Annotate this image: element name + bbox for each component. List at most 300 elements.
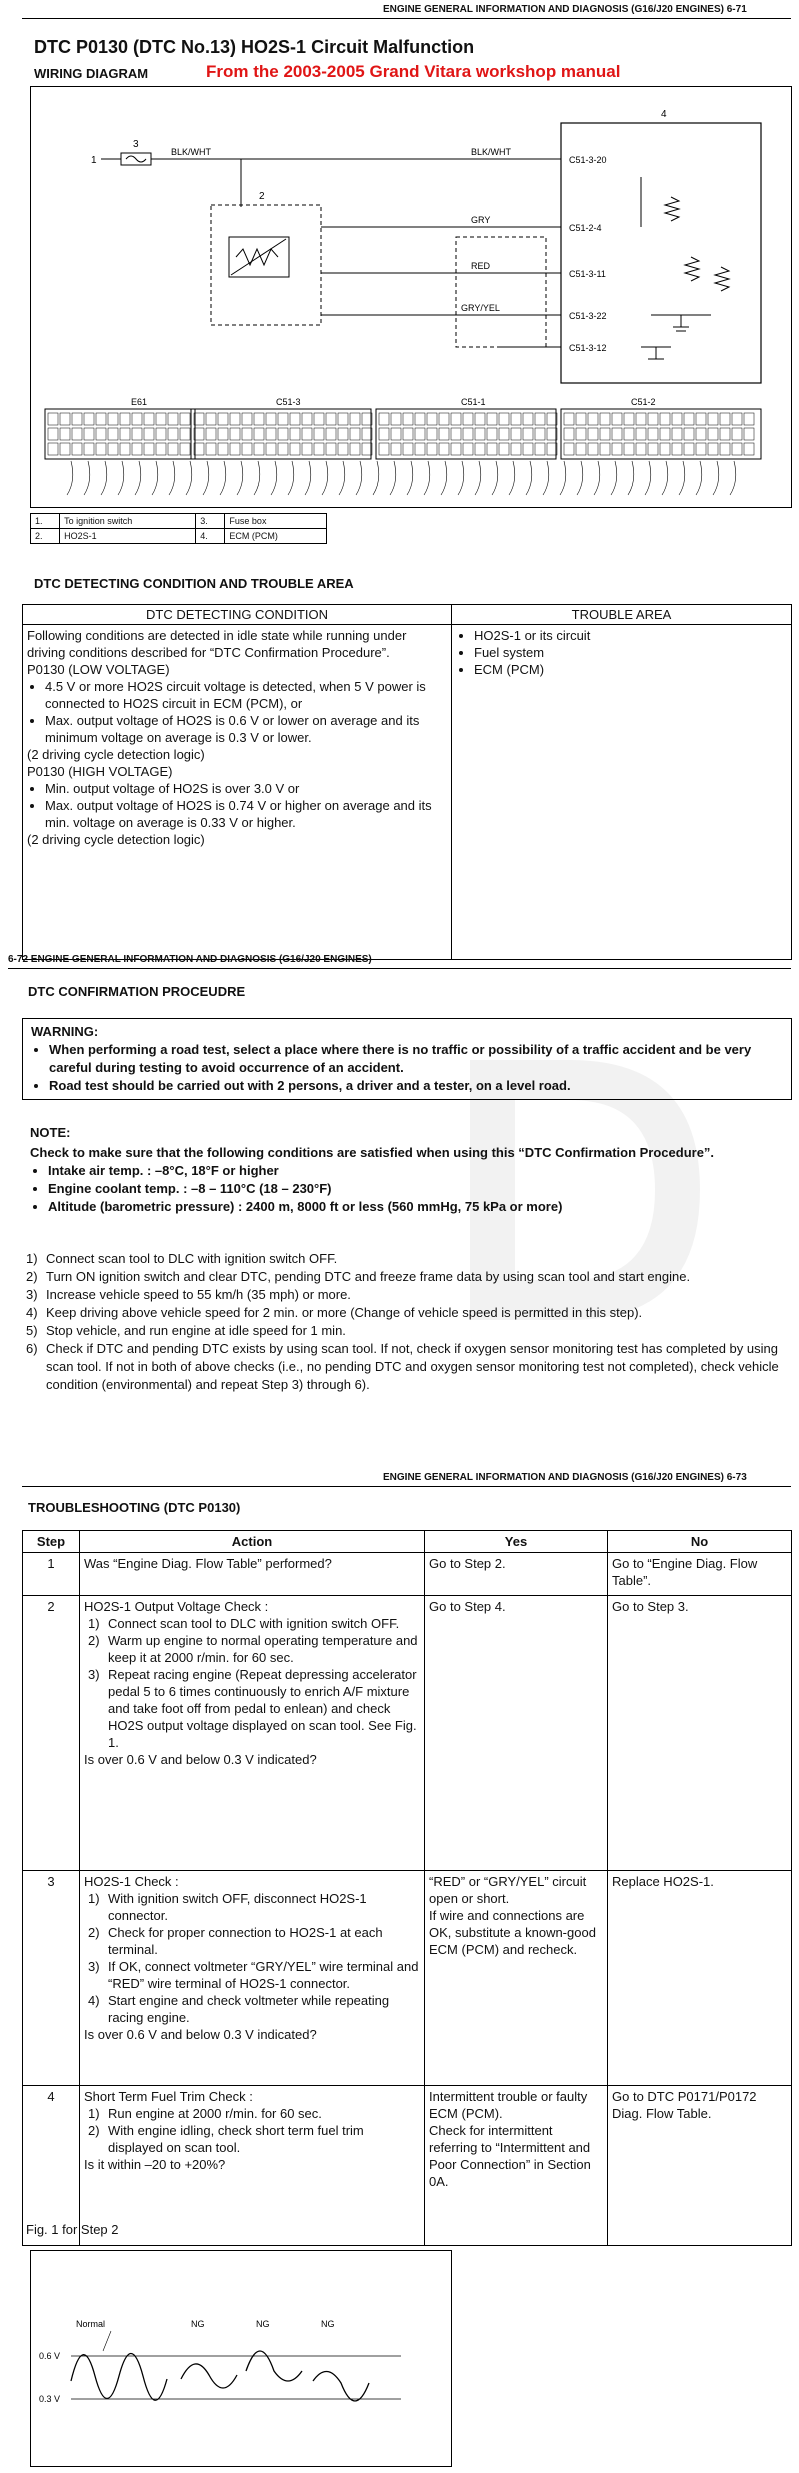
connector-pin bbox=[278, 428, 288, 440]
note-block bbox=[30, 1124, 785, 1216]
connector-pin bbox=[206, 428, 216, 440]
connector-pin bbox=[415, 428, 425, 440]
harness-wire bbox=[611, 461, 617, 495]
connector-pin bbox=[648, 413, 658, 425]
low-voltage-item: • Max. output voltage of HO2S is 0.6 V or lower on average and its minimum voltage on average is 0.3 V or lower. bbox=[45, 712, 447, 746]
connector-pin bbox=[302, 413, 312, 425]
action-question: Is over 0.6 V and below 0.3 V indicated? bbox=[84, 2027, 317, 2042]
waveform-svg bbox=[31, 2251, 451, 2466]
substep-number: 3) bbox=[88, 1667, 100, 1682]
connector-pin bbox=[672, 413, 682, 425]
connector-pin bbox=[96, 443, 106, 455]
warning-item: • When performing a road test, select a place where there is no traffic or possibility of a traffic accident and be very careful during testing to avoid occurrence of an accident. bbox=[49, 1041, 783, 1077]
connector-pin bbox=[338, 413, 348, 425]
step-text: Turn ON ignition switch and clear DTC, pending DTC and freeze frame data by using scan tool and start engine. bbox=[46, 1269, 691, 1284]
harness-wire bbox=[424, 461, 430, 495]
connector-pin bbox=[624, 413, 634, 425]
harness-wire bbox=[645, 461, 651, 495]
substep-number: 2) bbox=[88, 2123, 100, 2138]
harness-wire bbox=[305, 461, 311, 495]
connector-pin bbox=[696, 413, 706, 425]
note-label: NOTE: bbox=[30, 1125, 71, 1140]
connector-pin bbox=[403, 413, 413, 425]
warning-box bbox=[22, 1018, 792, 1100]
connector-pin bbox=[499, 428, 509, 440]
connector-pin bbox=[612, 413, 622, 425]
warning-item: • Road test should be carried out with 2 persons, a driver and a tester, on a level road. bbox=[49, 1077, 783, 1095]
connector-pin bbox=[108, 443, 118, 455]
connector-pin bbox=[254, 428, 264, 440]
connector-pin bbox=[600, 428, 610, 440]
wire-label-red: RED bbox=[471, 261, 491, 271]
connector-pin bbox=[475, 413, 485, 425]
connector-pin bbox=[732, 443, 742, 455]
connector-pin bbox=[648, 428, 658, 440]
substep-text: Check for proper connection to HO2S-1 at each terminal. bbox=[108, 1925, 383, 1957]
connector-pin bbox=[499, 413, 509, 425]
connector-pin bbox=[415, 443, 425, 455]
condition-intro: Following conditions are detected in idle state while running under driving conditions described for “DTC Confirmation Procedure”. bbox=[27, 628, 407, 660]
connector-pin bbox=[720, 443, 730, 455]
connector-pin bbox=[254, 443, 264, 455]
connector-pin bbox=[254, 413, 264, 425]
substep-number: 1) bbox=[88, 1616, 100, 1631]
step-number: 3) bbox=[26, 1287, 38, 1302]
action-question: Is over 0.6 V and below 0.3 V indicated? bbox=[84, 1752, 317, 1767]
connector-pin bbox=[427, 413, 437, 425]
connector-pin bbox=[350, 428, 360, 440]
high-voltage-label: P0130 (HIGH VOLTAGE) bbox=[27, 764, 173, 779]
detection-logic-note: (2 driving cycle detection logic) bbox=[27, 747, 205, 762]
harness-wire bbox=[237, 461, 243, 495]
connector-pin bbox=[636, 413, 646, 425]
connector-pin bbox=[564, 443, 574, 455]
connector-pin bbox=[439, 443, 449, 455]
action-cell bbox=[80, 2086, 425, 2246]
step-text: Stop vehicle, and run engine at idle speed for 1 min. bbox=[46, 1323, 346, 1338]
harness-wire bbox=[543, 461, 549, 495]
connector-pin bbox=[242, 428, 252, 440]
action-substep bbox=[84, 1958, 420, 1992]
substep-number: 1) bbox=[88, 2106, 100, 2121]
harness-wire bbox=[526, 461, 532, 495]
connector-pin bbox=[696, 443, 706, 455]
substep-text: Start engine and check voltmeter while repeating racing engine. bbox=[108, 1993, 390, 2025]
connector-pin bbox=[180, 428, 190, 440]
harness-wire bbox=[220, 461, 226, 495]
connector-pin bbox=[84, 413, 94, 425]
harness-wire bbox=[560, 461, 566, 495]
substep-number: 2) bbox=[88, 1925, 100, 1940]
connector-pin bbox=[660, 413, 670, 425]
step-item bbox=[26, 1250, 786, 1268]
condition-item: • Intake air temp. : –8°C, 18°F or higher bbox=[48, 1162, 785, 1180]
connector-pin bbox=[696, 428, 706, 440]
harness-wire bbox=[339, 461, 345, 495]
connector-pin bbox=[403, 428, 413, 440]
connector-pin bbox=[132, 443, 142, 455]
connector-pin bbox=[612, 443, 622, 455]
connector-pin bbox=[523, 443, 533, 455]
connector-pin bbox=[535, 443, 545, 455]
action-title: Was “Engine Diag. Flow Table” performed? bbox=[84, 1556, 332, 1571]
running-header: ENGINE GENERAL INFORMATION AND DIAGNOSIS (G16/J20 ENGINES) 6-73 bbox=[383, 1472, 747, 1483]
step-text: Connect scan tool to DLC with ignition switch OFF. bbox=[46, 1251, 338, 1266]
connector-pin bbox=[648, 443, 658, 455]
connector-pin bbox=[439, 428, 449, 440]
connector-pin bbox=[218, 443, 228, 455]
dtc-section-heading: DTC DETECTING CONDITION AND TROUBLE AREA bbox=[34, 576, 354, 591]
harness-wire bbox=[594, 461, 600, 495]
action-substep bbox=[84, 2105, 420, 2122]
step-item bbox=[26, 1286, 786, 1304]
connector-pin bbox=[624, 428, 634, 440]
connector-pin bbox=[499, 443, 509, 455]
connector-pin bbox=[612, 428, 622, 440]
substep-text: Connect scan tool to DLC with ignition switch OFF. bbox=[108, 1616, 400, 1631]
connector-pin bbox=[463, 413, 473, 425]
connector-pin bbox=[230, 413, 240, 425]
confirmation-heading: DTC CONFIRMATION PROCEUDRE bbox=[28, 984, 246, 999]
connector-pin bbox=[338, 428, 348, 440]
connector-pin bbox=[144, 443, 154, 455]
col-header-step: Step bbox=[23, 1531, 80, 1553]
connector-pin bbox=[744, 413, 754, 425]
connector-pin bbox=[218, 428, 228, 440]
substep-number: 1) bbox=[88, 1891, 100, 1906]
connector-pin bbox=[391, 428, 401, 440]
legend-text: To ignition switch bbox=[60, 514, 196, 529]
connector-pin bbox=[278, 443, 288, 455]
harness-wire bbox=[169, 461, 175, 495]
step-item bbox=[26, 1268, 786, 1286]
action-substep bbox=[84, 1992, 420, 2026]
connector-pin bbox=[48, 428, 58, 440]
connector-pin bbox=[180, 413, 190, 425]
wiring-diagram-label: WIRING DIAGRAM bbox=[34, 66, 149, 81]
connector-pin bbox=[302, 428, 312, 440]
no-cell: Replace HO2S-1. bbox=[608, 1871, 792, 2086]
connector-pin bbox=[379, 443, 389, 455]
substep-number: 2) bbox=[88, 1633, 100, 1648]
harness-wire bbox=[696, 461, 702, 495]
col-header-condition: DTC DETECTING CONDITION bbox=[23, 605, 452, 625]
connector-pin bbox=[218, 413, 228, 425]
substep-number: 4) bbox=[88, 1993, 100, 2008]
connector-pin bbox=[720, 413, 730, 425]
terminal-c51-3-22: C51-3-22 bbox=[569, 311, 607, 321]
connector-pin bbox=[523, 413, 533, 425]
connector-pinout bbox=[45, 409, 761, 495]
connector-pin bbox=[732, 428, 742, 440]
step-number-cell: 3 bbox=[23, 1871, 80, 2086]
waveform-label-normal: Normal bbox=[76, 2319, 106, 2329]
step-text: Increase vehicle speed to 55 km/h (35 mph) or more. bbox=[46, 1287, 351, 1302]
yes-cell: Intermittent trouble or faulty ECM (PCM). Check for intermittent referring to “Intermittent and Poor Connection” in Section 0A. bbox=[425, 2086, 608, 2246]
yes-cell: Go to Step 4. bbox=[425, 1596, 608, 1871]
action-substep bbox=[84, 1615, 420, 1632]
action-substep bbox=[84, 1632, 420, 1666]
connector-pin bbox=[576, 428, 586, 440]
connector-pin bbox=[511, 413, 521, 425]
no-cell: Go to “Engine Diag. Flow Table”. bbox=[608, 1553, 792, 1596]
connector-pin bbox=[156, 428, 166, 440]
table-row bbox=[23, 2086, 792, 2246]
connector-pin bbox=[278, 413, 288, 425]
harness-wire bbox=[186, 461, 192, 495]
connector-pin bbox=[84, 428, 94, 440]
connector-pin bbox=[206, 413, 216, 425]
connector-pin bbox=[427, 443, 437, 455]
connector-pin bbox=[168, 428, 178, 440]
connector-pin bbox=[708, 413, 718, 425]
diagram-legend bbox=[30, 513, 327, 544]
connector-pin bbox=[451, 443, 461, 455]
low-voltage-item: • 4.5 V or more HO2S circuit voltage is detected, when 5 V power is connected to HO2S circuit in ECM (PCM), or bbox=[45, 678, 447, 712]
connector-pin bbox=[144, 413, 154, 425]
no-cell: Go to DTC P0171/P0172 Diag. Flow Table. bbox=[608, 2086, 792, 2246]
harness-wire bbox=[67, 461, 73, 495]
action-cell bbox=[80, 1596, 425, 1871]
connector-pin bbox=[132, 428, 142, 440]
wiring-diagram-svg bbox=[31, 87, 791, 507]
legend-text: ECM (PCM) bbox=[225, 529, 327, 544]
connector-pin bbox=[156, 413, 166, 425]
connector-pin bbox=[600, 443, 610, 455]
connector-pin bbox=[576, 413, 586, 425]
table-row bbox=[23, 1553, 792, 1596]
connector-pin bbox=[242, 443, 252, 455]
connector-pin bbox=[463, 443, 473, 455]
step-number-cell: 1 bbox=[23, 1553, 80, 1596]
step-number: 4) bbox=[26, 1305, 38, 1320]
legend-text: Fuse box bbox=[225, 514, 327, 529]
connector-pin bbox=[120, 413, 130, 425]
warning-label: WARNING: bbox=[31, 1024, 99, 1039]
step-text: Check if DTC and pending DTC exists by using scan tool. If not, check if oxygen sensor monitoring test has completed by using scan tool. If not in both of above checks (i.e., no pending DTC and oxygen sensor monitoring test not completed), check vehicle condition (environmental) and repeat Step 3) through 6). bbox=[46, 1341, 779, 1392]
wire-label-blk-wht-1: BLK/WHT bbox=[171, 147, 212, 157]
connector-pin bbox=[660, 443, 670, 455]
connector-pin bbox=[60, 443, 70, 455]
step-text: Keep driving above vehicle speed for 2 min. or more (Change of vehicle speed is permitted in this step). bbox=[46, 1305, 643, 1320]
connector-pin bbox=[108, 413, 118, 425]
connector-pin bbox=[684, 413, 694, 425]
step-number-cell: 4 bbox=[23, 2086, 80, 2246]
action-title: Short Term Fuel Trim Check : bbox=[84, 2089, 253, 2104]
connector-pin bbox=[744, 428, 754, 440]
header-rule bbox=[8, 968, 791, 969]
connector-pin bbox=[350, 413, 360, 425]
troubleshooting-heading: TROUBLESHOOTING (DTC P0130) bbox=[28, 1500, 241, 1515]
harness-wire bbox=[254, 461, 260, 495]
connector-label-c51-1: C51-1 bbox=[461, 397, 486, 407]
connector-pin bbox=[588, 413, 598, 425]
condition-item: • Altitude (barometric pressure) : 2400 m, 8000 ft or less (560 mmHg, 75 kPa or more) bbox=[48, 1198, 785, 1216]
harness-wire bbox=[509, 461, 515, 495]
connector-pin bbox=[672, 428, 682, 440]
connector-pin bbox=[535, 428, 545, 440]
yes-cell: Go to Step 2. bbox=[425, 1553, 608, 1596]
connector-pin bbox=[379, 413, 389, 425]
action-question: Is it within –20 to +20%? bbox=[84, 2157, 226, 2172]
connector-pin bbox=[636, 428, 646, 440]
harness-wire bbox=[679, 461, 685, 495]
connector-pin bbox=[523, 428, 533, 440]
action-substep bbox=[84, 1924, 420, 1958]
table-row bbox=[23, 1596, 792, 1871]
harness-wire bbox=[628, 461, 634, 495]
harness-wire bbox=[118, 461, 124, 495]
low-voltage-label: P0130 (LOW VOLTAGE) bbox=[27, 662, 170, 677]
connector-pin bbox=[266, 443, 276, 455]
page-title: DTC P0130 (DTC No.13) HO2S-1 Circuit Malfunction bbox=[34, 37, 475, 57]
callout-2: 2 bbox=[259, 191, 265, 202]
connector-pin bbox=[660, 428, 670, 440]
callout-1: 1 bbox=[91, 155, 97, 166]
connector-pin bbox=[624, 443, 634, 455]
connector-pin bbox=[180, 443, 190, 455]
connector-pin bbox=[156, 443, 166, 455]
connector-pin bbox=[564, 413, 574, 425]
connector-pin bbox=[391, 413, 401, 425]
running-header: ENGINE GENERAL INFORMATION AND DIAGNOSIS (G16/J20 ENGINES) 6-71 bbox=[383, 4, 747, 15]
running-header: 6-72 ENGINE GENERAL INFORMATION AND DIAGNOSIS (G16/J20 ENGINES) bbox=[8, 954, 372, 965]
connector-pin bbox=[451, 413, 461, 425]
connector-pin bbox=[132, 413, 142, 425]
connector-pin bbox=[511, 443, 521, 455]
connector-block bbox=[561, 409, 761, 459]
connector-pin bbox=[326, 428, 336, 440]
substep-text: Repeat racing engine (Repeat depressing accelerator pedal 5 to 6 times continuously to enrich A/F mixture and take foot off from pedal to enlean) and check HO2S output voltage displayed on scan tool. See Fig. 1. bbox=[108, 1667, 417, 1750]
connector-pin bbox=[314, 443, 324, 455]
connector-pin bbox=[463, 428, 473, 440]
wire-label-gry: GRY bbox=[471, 215, 491, 225]
connector-pin bbox=[314, 428, 324, 440]
substep-text: Warm up engine to normal operating temperature and keep it at 2000 r/min. for 60 sec. bbox=[108, 1633, 418, 1665]
connector-pin bbox=[564, 428, 574, 440]
legend-num: 4. bbox=[196, 529, 225, 544]
connector-pin bbox=[487, 443, 497, 455]
connector-pin bbox=[60, 413, 70, 425]
connector-pin bbox=[230, 443, 240, 455]
waveform-label-ng: NG bbox=[191, 2319, 205, 2329]
connector-pin bbox=[302, 443, 312, 455]
connector-pin bbox=[588, 428, 598, 440]
connector-pin bbox=[84, 443, 94, 455]
high-voltage-item: • Min. output voltage of HO2S is over 3.0 V or bbox=[45, 780, 447, 797]
col-header-yes: Yes bbox=[425, 1531, 608, 1553]
substep-text: With ignition switch OFF, disconnect HO2S-1 connector. bbox=[108, 1891, 367, 1923]
note-text: Check to make sure that the following conditions are satisfied when using this “DTC Confirmation Procedure”. bbox=[30, 1145, 715, 1160]
connector-pin bbox=[451, 428, 461, 440]
header-rule bbox=[22, 18, 791, 19]
connector-label-c51-2: C51-2 bbox=[631, 397, 656, 407]
trouble-area-item: • ECM (PCM) bbox=[474, 661, 787, 678]
terminal-c51-2-4: C51-2-4 bbox=[569, 223, 602, 233]
connector-pin bbox=[72, 413, 82, 425]
legend-num: 3. bbox=[196, 514, 225, 529]
substep-text: Run engine at 2000 r/min. for 60 sec. bbox=[108, 2106, 322, 2121]
harness-wire bbox=[373, 461, 379, 495]
yes-cell: “RED” or “GRY/YEL” circuit open or short. If wire and connections are OK, substitute a known-good ECM (PCM) and recheck. bbox=[425, 1871, 608, 2086]
connector-pin bbox=[48, 443, 58, 455]
substep-number: 3) bbox=[88, 1959, 100, 1974]
connector-pin bbox=[487, 413, 497, 425]
harness-wire bbox=[322, 461, 328, 495]
connector-label-e61: E61 bbox=[131, 397, 148, 407]
high-voltage-item: • Max. output voltage of HO2S is 0.74 V or higher on average and its min. voltage on average is 0.33 V or higher. bbox=[45, 797, 447, 831]
connector-pin bbox=[427, 428, 437, 440]
connector-pin bbox=[684, 428, 694, 440]
connector-pin bbox=[415, 413, 425, 425]
action-cell bbox=[80, 1553, 425, 1596]
harness-wire bbox=[84, 461, 90, 495]
action-substep bbox=[84, 1666, 420, 1751]
connector-pin bbox=[720, 428, 730, 440]
connector-pin bbox=[266, 413, 276, 425]
harness-wire bbox=[441, 461, 447, 495]
connector-pin bbox=[576, 443, 586, 455]
figure-caption: Fig. 1 for Step 2 bbox=[26, 2222, 119, 2237]
action-title: HO2S-1 Check : bbox=[84, 1874, 179, 1889]
harness-wire bbox=[577, 461, 583, 495]
callout-3: 3 bbox=[133, 139, 139, 150]
connector-pin bbox=[326, 413, 336, 425]
connector-pin bbox=[535, 413, 545, 425]
connector-pin bbox=[72, 428, 82, 440]
wire-label-gry-yel: GRY/YEL bbox=[461, 303, 500, 313]
connector-pin bbox=[475, 428, 485, 440]
action-substep bbox=[84, 1890, 420, 1924]
connector-pin bbox=[708, 428, 718, 440]
trouble-area-item: • Fuel system bbox=[474, 644, 787, 661]
step-item bbox=[26, 1322, 786, 1340]
action-substep bbox=[84, 2122, 420, 2156]
connector-pin bbox=[168, 443, 178, 455]
substep-text: If OK, connect voltmeter “GRY/YEL” wire terminal and “RED” wire terminal of HO2S-1 connector. bbox=[108, 1959, 419, 1991]
terminal-c51-3-20: C51-3-20 bbox=[569, 155, 607, 165]
wiring-diagram bbox=[30, 86, 792, 508]
figure-1-waveform bbox=[30, 2250, 452, 2467]
connector-pin bbox=[326, 443, 336, 455]
step-item bbox=[26, 1304, 786, 1322]
connector-label-c51-3: C51-3 bbox=[276, 397, 301, 407]
harness-wire bbox=[458, 461, 464, 495]
connector-pin bbox=[48, 413, 58, 425]
voltage-label-0-3: 0.3 V bbox=[39, 2394, 61, 2404]
harness-wire bbox=[407, 461, 413, 495]
connector-pin bbox=[242, 413, 252, 425]
harness-wire bbox=[356, 461, 362, 495]
harness-wire bbox=[492, 461, 498, 495]
connector-pin bbox=[403, 443, 413, 455]
connector-pin bbox=[511, 428, 521, 440]
connector-pin bbox=[600, 413, 610, 425]
dtc-condition-table bbox=[22, 604, 792, 960]
harness-wire bbox=[271, 461, 277, 495]
substep-text: With engine idling, check short term fuel trim displayed on scan tool. bbox=[108, 2123, 364, 2155]
callout-4: 4 bbox=[661, 109, 667, 120]
detection-logic-note: (2 driving cycle detection logic) bbox=[27, 832, 205, 847]
connector-pin bbox=[350, 443, 360, 455]
action-cell bbox=[80, 1871, 425, 2086]
connector-pin bbox=[168, 413, 178, 425]
step-number: 1) bbox=[26, 1251, 38, 1266]
step-item bbox=[26, 1340, 786, 1394]
trouble-area-item: • HO2S-1 or its circuit bbox=[474, 627, 787, 644]
harness-wire bbox=[152, 461, 158, 495]
legend-num: 1. bbox=[31, 514, 60, 529]
